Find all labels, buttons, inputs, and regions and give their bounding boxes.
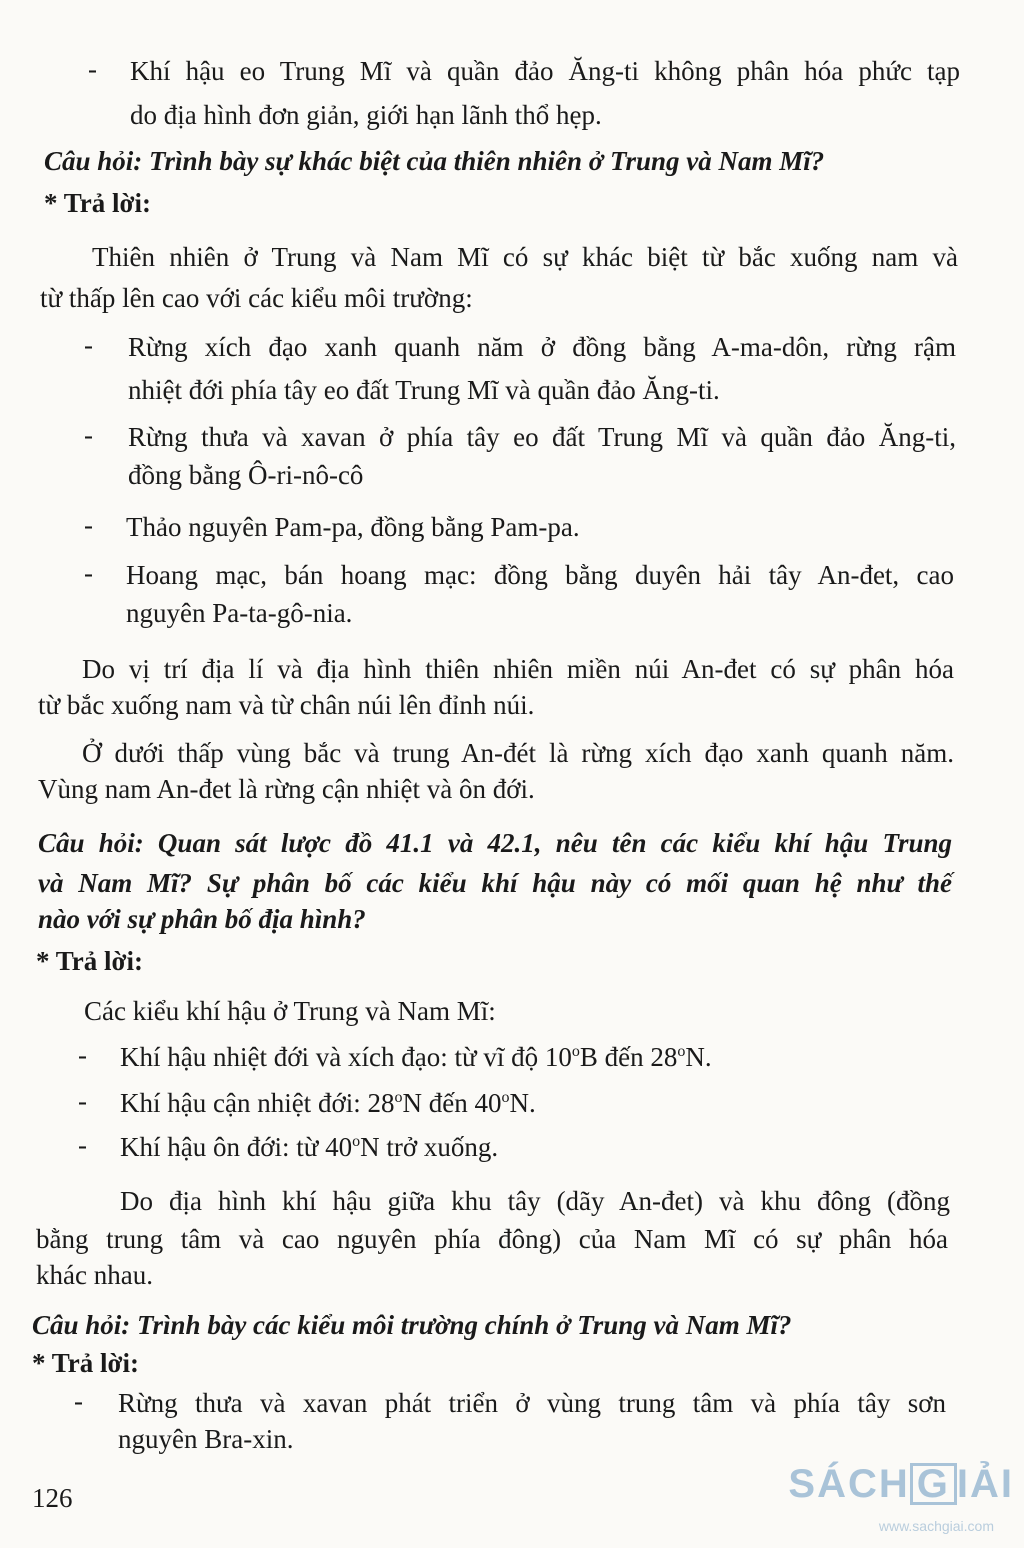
page-number: 126 [32,1483,73,1513]
q1-bullet-3: Thảo nguyên Pam-pa, đồng bằng Pam-pa. [126,512,580,542]
q1-bullet-2-line-1: Rừng thưa và xavan ở phía tây eo đất Trung Mĩ và quần đảo Ăng-ti, [128,422,956,452]
q1-para2-line-1: Do vị trí địa lí và địa hình thiên nhiên miền núi An-đet có sự phân hóa [82,654,954,684]
q3-bullet-line-1: Rừng thưa và xavan phát triển ở vùng trung tâm và phía tây sơn [118,1388,946,1418]
intro-bullet-line-1: Khí hậu eo Trung Mĩ và quần đảo Ăng-ti không phân hóa phức tạp [130,56,960,86]
q2-bullet-1: Khí hậu nhiệt đới và xích đạo: từ vĩ độ 10$^o$B đến 28$^o$N. [120,1042,712,1072]
watermark-logo: SÁCH G IẢI www.sachgiai.com [788,1462,1014,1534]
q3-bullet-line-2: nguyên Bra-xin. [118,1424,294,1454]
question-1: Câu hỏi: Trình bày sự khác biệt của thiên nhiên ở Trung và Nam Mĩ? [44,146,825,176]
answer-label-2: * Trả lời: [36,946,143,976]
q1-para1-line-2: từ thấp lên cao với các kiểu môi trường: [40,283,473,313]
q2-para-line-3: khác nhau. [36,1260,153,1290]
bullet-dash: - [78,1040,87,1070]
q2-bullet-3: Khí hậu ôn đới: từ 40$^o$N trở xuống. [120,1132,499,1162]
q1-bullet-4-line-1: Hoang mạc, bán hoang mạc: đồng bằng duyên hải tây An-đet, cao [126,560,954,590]
q1-para1-line-1: Thiên nhiên ở Trung và Nam Mĩ có sự khác biệt từ bắc xuống nam và [92,242,958,272]
q2-para-line-1: Do địa hình khí hậu giữa khu tây (dãy An-đet) và khu đông (đồng [120,1186,950,1216]
q1-bullet-4-line-2: nguyên Pa-ta-gô-nia. [126,598,353,628]
watermark-url: www.sachgiai.com [878,1518,994,1534]
question-2-line-2: và Nam Mĩ? Sự phân bố các kiểu khí hậu này có mối quan hệ như thế [38,868,952,898]
q2-para-line-2: bằng trung tâm và cao nguyên phía đông) của Nam Mĩ có sự phân hóa [36,1224,948,1254]
question-2-line-1: Câu hỏi: Quan sát lược đồ 41.1 và 42.1, nêu tên các kiểu khí hậu Trung [38,828,952,858]
q1-para3-line-2: Vùng nam An-đet là rừng cận nhiệt và ôn đới. [38,774,535,804]
q1-bullet-1-line-2: nhiệt đới phía tây eo đất Trung Mĩ và quần đảo Ăng-ti. [128,375,720,405]
question-3: Câu hỏi: Trình bày các kiểu môi trường chính ở Trung và Nam Mĩ? [32,1310,792,1340]
q1-bullet-2-line-2: đồng bằng Ô-ri-nô-cô [128,460,364,490]
question-2-line-3: nào với sự phân bố địa hình? [38,904,366,934]
bullet-dash: - [84,330,93,360]
answer-label-3: * Trả lời: [32,1348,139,1378]
q1-para2-line-2: từ bắc xuống nam và từ chân núi lên đỉnh núi. [38,690,535,720]
bullet-dash: - [74,1386,83,1416]
bullet-dash: - [84,510,93,540]
answer-label-1: * Trả lời: [44,188,151,218]
q1-para3-line-1: Ở dưới thấp vùng bắc và trung An-đét là rừng xích đạo xanh quanh năm. [82,738,954,768]
bullet-dash: - [84,558,93,588]
bullet-dash: - [88,54,97,84]
bullet-dash: - [78,1130,87,1160]
bullet-dash: - [78,1086,87,1116]
bullet-dash: - [84,420,93,450]
q1-bullet-1-line-1: Rừng xích đạo xanh quanh năm ở đồng bằng A-ma-dôn, rừng rậm [128,332,956,362]
q2-bullet-2: Khí hậu cận nhiệt đới: 28$^o$N đến 40$^o$N. [120,1088,536,1118]
intro-bullet-line-2: do địa hình đơn giản, giới hạn lãnh thổ hẹp. [130,100,602,130]
q2-intro: Các kiểu khí hậu ở Trung và Nam Mĩ: [84,996,496,1026]
